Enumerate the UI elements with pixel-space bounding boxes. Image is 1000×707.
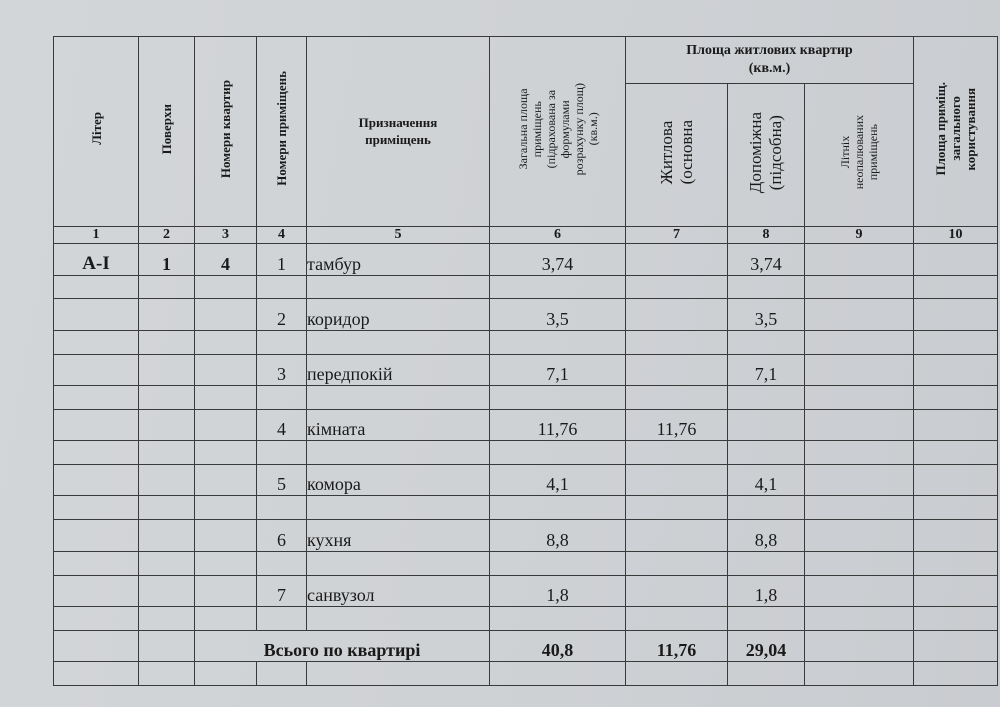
- room-living-area: [626, 520, 728, 551]
- empty-cell: [914, 520, 998, 551]
- room-total-area: 7,1: [490, 354, 626, 385]
- empty-cell: [805, 244, 914, 275]
- empty-cell: [805, 330, 914, 354]
- empty-cell: [139, 551, 195, 575]
- spacer-row: [54, 496, 998, 520]
- empty-cell: [195, 441, 257, 465]
- empty-cell: [307, 496, 490, 520]
- empty-cell: [257, 551, 307, 575]
- empty-cell: [307, 385, 490, 409]
- room-living-area: [626, 244, 728, 275]
- empty-cell: [54, 520, 139, 551]
- empty-cell: [626, 496, 728, 520]
- empty-cell: [195, 606, 257, 630]
- empty-cell: [805, 520, 914, 551]
- empty-cell: [307, 330, 490, 354]
- empty-cell: [626, 606, 728, 630]
- header-row: [54, 37, 998, 84]
- room-number: 2: [257, 299, 307, 330]
- empty-cell: [914, 606, 998, 630]
- empty-cell: [195, 275, 257, 299]
- empty-cell: [54, 330, 139, 354]
- room-total-area: 1,8: [490, 575, 626, 606]
- empty-cell: [139, 520, 195, 551]
- empty-cell: [914, 661, 998, 685]
- header-common-area: Площа приміщ. загального користування: [914, 37, 998, 227]
- room-total-area: 3,74: [490, 244, 626, 275]
- room-area-table: [53, 36, 998, 686]
- room-auxiliary-area: 8,8: [728, 520, 805, 551]
- room-total-area: 8,8: [490, 520, 626, 551]
- empty-cell: [54, 441, 139, 465]
- header-total-area: Загальна площа приміщень (підрахована за формулами розрахунку площ) (кв.м.): [490, 37, 626, 227]
- room-name: санвузол: [307, 575, 490, 606]
- empty-cell: [728, 441, 805, 465]
- spacer-row: [54, 441, 998, 465]
- room-auxiliary-area: [728, 409, 805, 440]
- column-numbers-row: [54, 226, 998, 244]
- empty-cell: [728, 606, 805, 630]
- empty-cell: [914, 354, 998, 385]
- room-total-area: 3,5: [490, 299, 626, 330]
- room-name: кімната: [307, 409, 490, 440]
- header-auxiliary: Допоміжна (підсобна): [728, 83, 805, 226]
- room-auxiliary-area: 4,1: [728, 465, 805, 496]
- empty-cell: [805, 385, 914, 409]
- empty-cell: [914, 575, 998, 606]
- spacer-row: [54, 330, 998, 354]
- total-row: [54, 630, 998, 661]
- room-total-area: 4,1: [490, 465, 626, 496]
- empty-cell: [626, 661, 728, 685]
- empty-cell: [805, 465, 914, 496]
- spacer-row: [54, 385, 998, 409]
- total-auxiliary: 29,04: [728, 630, 805, 661]
- empty-cell: [139, 496, 195, 520]
- empty-cell: [139, 465, 195, 496]
- empty-cell: [914, 551, 998, 575]
- empty-cell: [914, 630, 998, 661]
- room-auxiliary-area: 3,5: [728, 299, 805, 330]
- room-total-area: 11,76: [490, 409, 626, 440]
- total-area: 40,8: [490, 630, 626, 661]
- empty-cell: [54, 575, 139, 606]
- spacer-row: [54, 661, 998, 685]
- empty-cell: [54, 354, 139, 385]
- empty-cell: [195, 496, 257, 520]
- empty-cell: [307, 275, 490, 299]
- empty-cell: [257, 606, 307, 630]
- header-litera: Літер: [54, 37, 139, 227]
- empty-cell: [54, 299, 139, 330]
- column-number: 3: [195, 226, 257, 244]
- empty-cell: [914, 496, 998, 520]
- room-name: коридор: [307, 299, 490, 330]
- header-room-numbers: Номери приміщень: [257, 37, 307, 227]
- room-auxiliary-area: 7,1: [728, 354, 805, 385]
- empty-cell: [257, 496, 307, 520]
- room-number: 1: [257, 244, 307, 275]
- empty-cell: [805, 354, 914, 385]
- empty-cell: [914, 299, 998, 330]
- empty-cell: [728, 661, 805, 685]
- empty-cell: [54, 630, 139, 661]
- header-living-area-group: Площа житлових квартир (кв.м.): [626, 37, 914, 84]
- empty-cell: [914, 441, 998, 465]
- empty-cell: [805, 575, 914, 606]
- empty-cell: [805, 551, 914, 575]
- column-number: 7: [626, 226, 728, 244]
- empty-cell: [139, 299, 195, 330]
- empty-cell: [805, 409, 914, 440]
- empty-cell: [728, 496, 805, 520]
- column-number: 10: [914, 226, 998, 244]
- empty-cell: [139, 354, 195, 385]
- room-living-area: [626, 354, 728, 385]
- empty-cell: [490, 661, 626, 685]
- room-name: комора: [307, 465, 490, 496]
- empty-cell: [914, 465, 998, 496]
- room-row: [54, 409, 998, 440]
- empty-cell: [728, 385, 805, 409]
- room-name: тамбур: [307, 244, 490, 275]
- empty-cell: [139, 330, 195, 354]
- empty-cell: [307, 551, 490, 575]
- room-number: 7: [257, 575, 307, 606]
- room-number: 5: [257, 465, 307, 496]
- empty-cell: [195, 575, 257, 606]
- room-living-area: [626, 575, 728, 606]
- empty-cell: [490, 275, 626, 299]
- column-number: 6: [490, 226, 626, 244]
- spacer-row: [54, 606, 998, 630]
- empty-cell: [728, 275, 805, 299]
- floor-cell: 1: [139, 244, 195, 275]
- empty-cell: [805, 275, 914, 299]
- empty-cell: [54, 661, 139, 685]
- empty-cell: [257, 385, 307, 409]
- column-number: 1: [54, 226, 139, 244]
- empty-cell: [139, 661, 195, 685]
- room-name: передпокій: [307, 354, 490, 385]
- empty-cell: [195, 551, 257, 575]
- empty-cell: [54, 606, 139, 630]
- empty-cell: [139, 630, 195, 661]
- empty-cell: [195, 520, 257, 551]
- empty-cell: [139, 575, 195, 606]
- empty-cell: [195, 299, 257, 330]
- header-room-purpose: Призначення приміщень: [307, 37, 490, 227]
- empty-cell: [490, 441, 626, 465]
- column-number: 4: [257, 226, 307, 244]
- room-number: 6: [257, 520, 307, 551]
- spacer-row: [54, 275, 998, 299]
- empty-cell: [626, 385, 728, 409]
- total-label: Всього по квартирі: [195, 630, 490, 661]
- room-row: [54, 354, 998, 385]
- column-number: 5: [307, 226, 490, 244]
- empty-cell: [307, 441, 490, 465]
- room-row: [54, 520, 998, 551]
- empty-cell: [805, 299, 914, 330]
- empty-cell: [805, 661, 914, 685]
- empty-cell: [914, 385, 998, 409]
- empty-cell: [307, 661, 490, 685]
- room-row: [54, 575, 998, 606]
- empty-cell: [805, 496, 914, 520]
- empty-cell: [914, 330, 998, 354]
- empty-cell: [626, 441, 728, 465]
- empty-cell: [257, 441, 307, 465]
- empty-cell: [257, 330, 307, 354]
- column-number: 8: [728, 226, 805, 244]
- empty-cell: [490, 385, 626, 409]
- header-floors: Поверхи: [139, 37, 195, 227]
- total-living: 11,76: [626, 630, 728, 661]
- room-auxiliary-area: 1,8: [728, 575, 805, 606]
- room-living-area: 11,76: [626, 409, 728, 440]
- room-name: кухня: [307, 520, 490, 551]
- empty-cell: [626, 551, 728, 575]
- empty-cell: [195, 661, 257, 685]
- empty-cell: [307, 606, 490, 630]
- empty-cell: [805, 630, 914, 661]
- empty-cell: [139, 409, 195, 440]
- column-number: 2: [139, 226, 195, 244]
- empty-cell: [54, 465, 139, 496]
- room-number: 3: [257, 354, 307, 385]
- empty-cell: [54, 409, 139, 440]
- empty-cell: [490, 496, 626, 520]
- room-living-area: [626, 465, 728, 496]
- empty-cell: [490, 551, 626, 575]
- empty-cell: [626, 275, 728, 299]
- empty-cell: [257, 661, 307, 685]
- room-row: [54, 465, 998, 496]
- empty-cell: [490, 606, 626, 630]
- empty-cell: [805, 441, 914, 465]
- empty-cell: [490, 330, 626, 354]
- header-living: Житлова (основна: [626, 83, 728, 226]
- empty-cell: [195, 409, 257, 440]
- empty-cell: [54, 275, 139, 299]
- empty-cell: [914, 409, 998, 440]
- room-number: 4: [257, 409, 307, 440]
- empty-cell: [195, 354, 257, 385]
- empty-cell: [139, 275, 195, 299]
- header-summer-rooms: Літніх неопалюваних приміщень: [805, 83, 914, 226]
- header-apartment-numbers: Номери квартир: [195, 37, 257, 227]
- empty-cell: [54, 551, 139, 575]
- empty-cell: [728, 330, 805, 354]
- empty-cell: [626, 330, 728, 354]
- empty-cell: [195, 385, 257, 409]
- apartment-cell: 4: [195, 244, 257, 275]
- litera-cell: А-І: [54, 244, 139, 275]
- empty-cell: [195, 465, 257, 496]
- room-row: [54, 299, 998, 330]
- empty-cell: [195, 330, 257, 354]
- empty-cell: [914, 275, 998, 299]
- empty-cell: [139, 385, 195, 409]
- empty-cell: [914, 244, 998, 275]
- empty-cell: [54, 496, 139, 520]
- spacer-row: [54, 551, 998, 575]
- column-number: 9: [805, 226, 914, 244]
- empty-cell: [728, 551, 805, 575]
- empty-cell: [139, 606, 195, 630]
- empty-cell: [257, 275, 307, 299]
- empty-cell: [139, 441, 195, 465]
- room-living-area: [626, 299, 728, 330]
- empty-cell: [54, 385, 139, 409]
- empty-cell: [805, 606, 914, 630]
- room-auxiliary-area: 3,74: [728, 244, 805, 275]
- room-row: [54, 244, 998, 275]
